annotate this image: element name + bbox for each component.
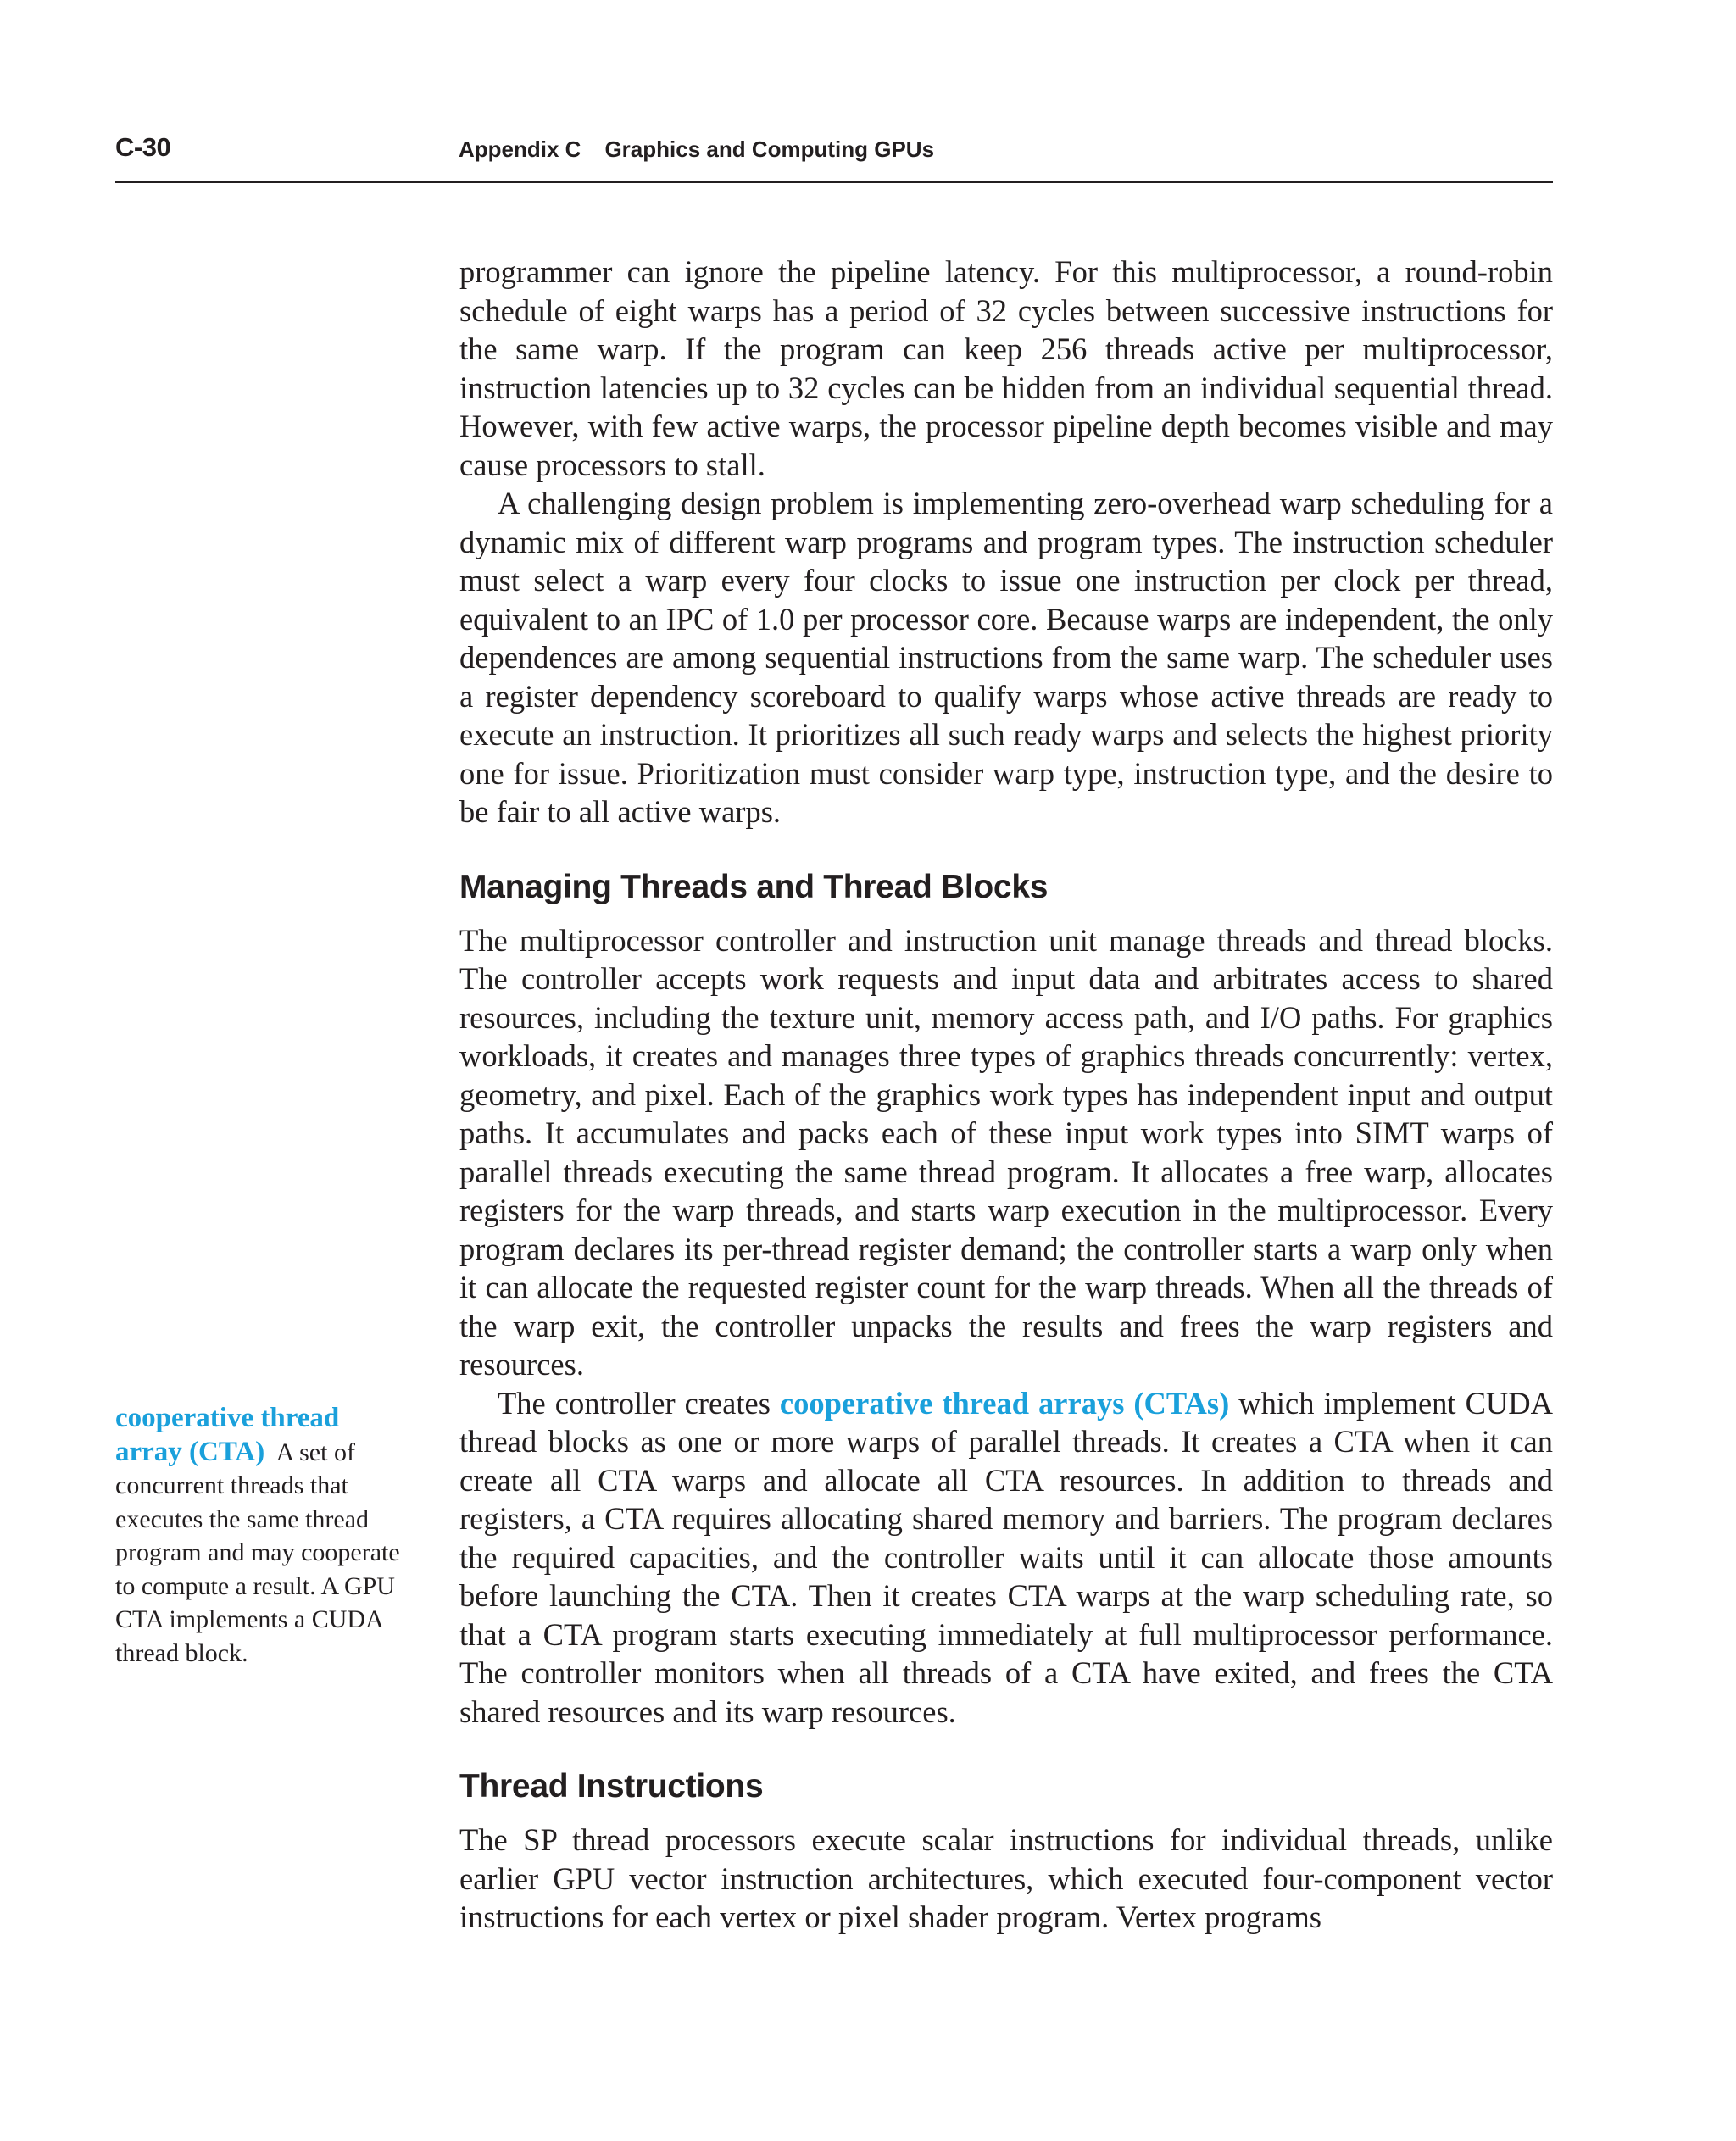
- chapter-title: [459, 136, 934, 163]
- cta-term: cooperative thread arrays (CTAs): [779, 1385, 1230, 1421]
- margin-definition-text: A set of concurrent threads that executes the same thread program and may cooperate to compute a result. A GPU CTA implements a CUDA thread block.: [115, 1438, 400, 1667]
- paragraph-warp-scheduling: A challenging design problem is implementing zero-overhead warp scheduling for a dynamic mix of different warp programs and program types. The instruction scheduler must select a warp every four clocks to issue one instruction per clock per thread, equivalent to an IPC of 1.0 per processor core. Because warps are independent, the only dependences are among sequential instructions from the same warp. The scheduler uses a register dependency scoreboard to qualify warps whose active threads are ready to execute an instruction. It prioritizes all such ready warps and selects the highest priority one for issue. Prioritization must consider warp type, instruction type, and the desire to be fair to all active warps.: [459, 486, 1553, 829]
- appendix-title: Graphics and Computing GPUs: [604, 136, 935, 162]
- margin-term: cooperative thread array (CTA): [115, 1403, 340, 1467]
- section-heading-thread-instructions: Thread Instructions: [459, 1768, 764, 1805]
- running-head: [115, 129, 1553, 183]
- page-number: C-30: [115, 132, 171, 162]
- section-heading-managing-threads: Managing Threads and Thread Blocks: [459, 868, 1049, 905]
- paragraph-pipeline-latency: programmer can ignore the pipeline latency. For this multiprocessor, a round-robin schedule of eight warps has a period of 32 cycles between successive instructions for the same warp. If the program can keep 256 threads active per multiprocessor, instruction latencies up to 32 cycles can be hidden from an individual sequential thread. However, with few active warps, the processor pipeline depth becomes visible and may cause processors to stall.: [459, 254, 1553, 482]
- cta-text-pre: The controller creates: [498, 1385, 780, 1421]
- paragraph-sp-thread-processors: The SP thread processors execute scalar instructions for individual threads, unlike earlier GPU vector instruction architectures, which executed four-component vector instructions for each vertex or pixel shader program. Vertex programs: [459, 1822, 1553, 1934]
- appendix-label: Appendix C: [459, 136, 581, 162]
- paragraph-cta: [459, 1384, 1553, 1732]
- paragraph-controller: The multiprocessor controller and instruction unit manage threads and thread blocks. The controller accepts work requests and input data and arbitrates access to shared resources, including the texture unit, memory access path, and I/O paths. For graphics workloads, it creates and manages three types of graphics threads concurrently: vertex, geometry, and pixel. Each of the graphics work types has independent input and output paths. It accumulates and packs each of these input work types into SIMT warps of parallel threads executing the same thread program. It allocates a free warp, allocates registers for the warp threads, and starts warp execution in the multiprocessor. Every program declares its per-thread register demand; the controller starts a warp only when it can allocate the requested register count for the warp threads. When all the threads of the warp exit, the controller unpacks the results and frees the warp registers and resources.: [459, 922, 1553, 1382]
- margin-definition: [115, 1402, 408, 1670]
- main-text: [459, 253, 1553, 1937]
- cta-text-post: which implement CUDA thread blocks as one or more warps of parallel threads. It creates a CTA when it can create all CTA warps and allocate all CTA resources. In addition to threads and registers, a CTA requires allocating shared memory and barriers. The program declares the required capacities, and the controller waits until it can allocate those amounts before launching the CTA. Then it creates CTA warps at the warp scheduling rate, so that a CTA program starts executing immediately at full multiprocessor performance. The controller monitors when all threads of a CTA have exited, and frees the CTA shared resources and its warp resources.: [459, 1385, 1553, 1729]
